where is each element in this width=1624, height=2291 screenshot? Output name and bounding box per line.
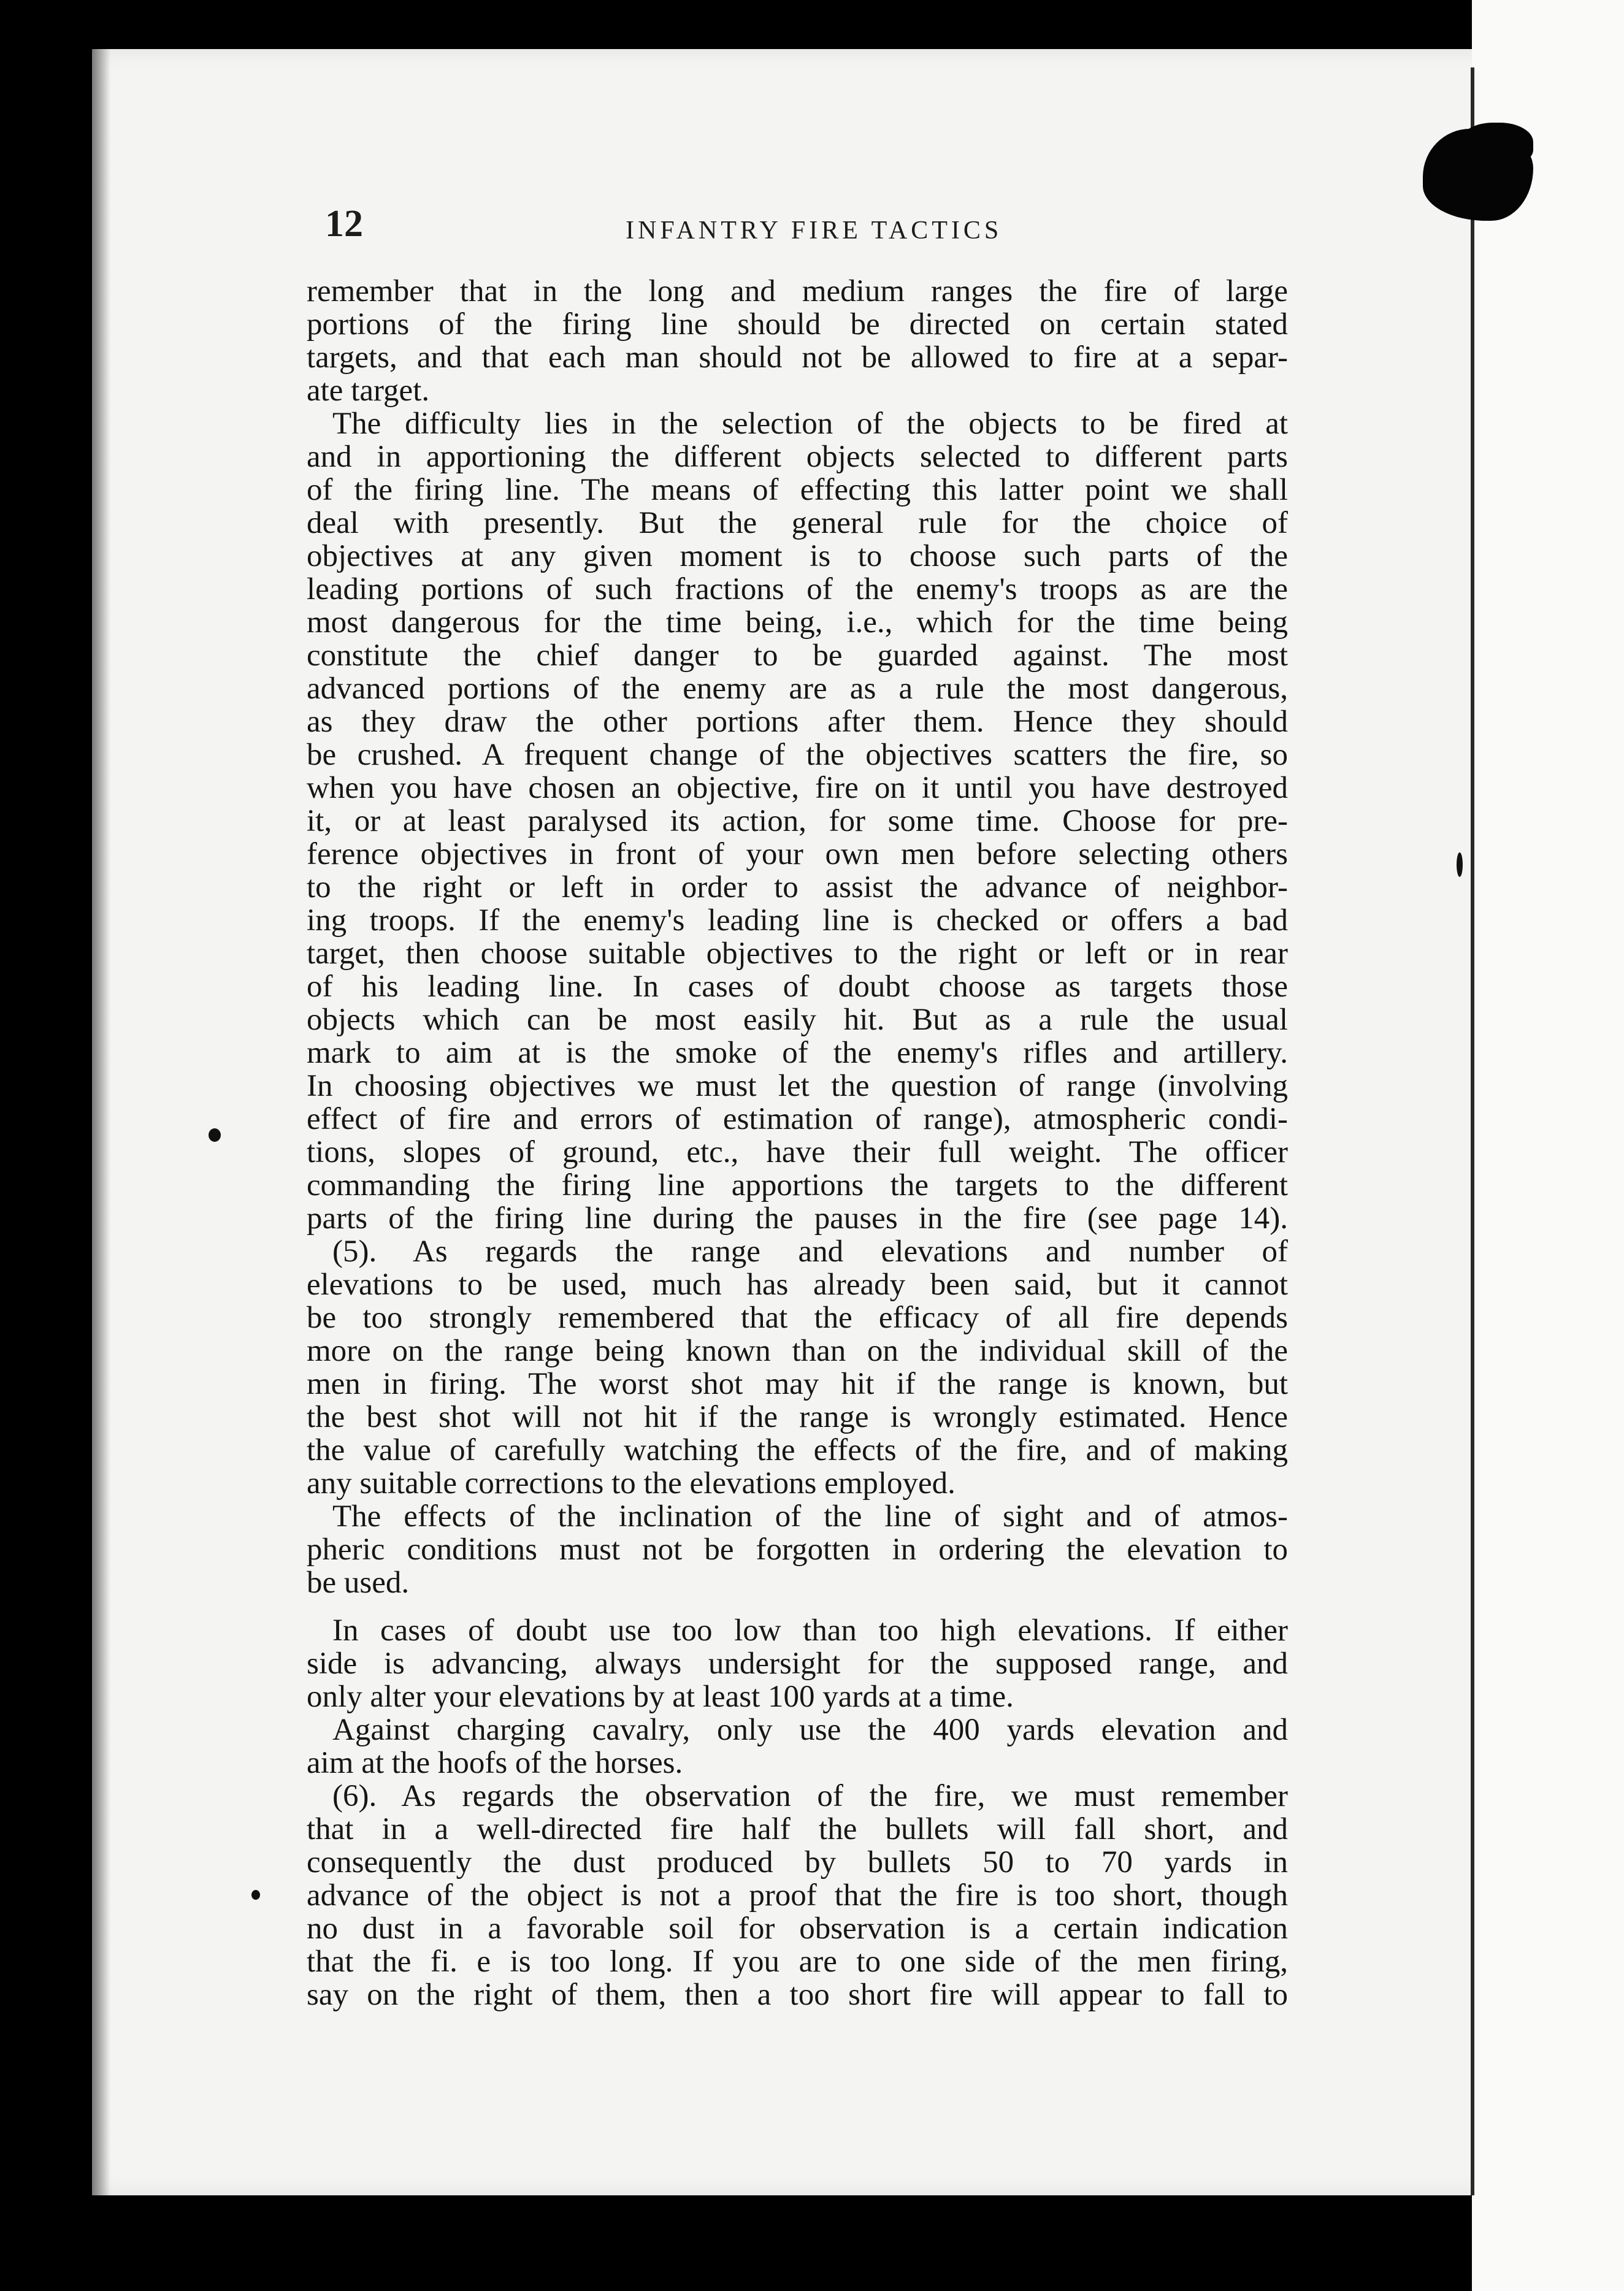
text-line: leading portions of such fractions of the enemy's troops as are the — [307, 573, 1288, 606]
text-line: commanding the firing line apportions the targets to the different — [307, 1169, 1288, 1202]
text-line: say on the right of them, then a too short fire will appear to fall to — [307, 1978, 1288, 2011]
margin-speck — [209, 1128, 221, 1142]
margin-speck — [1457, 852, 1463, 877]
text-line: the value of carefully watching the effects of the fire, and of making — [307, 1434, 1288, 1467]
text-line: portions of the firing line should be directed on certain stated — [307, 308, 1288, 341]
text-line: most dangerous for the time being, i.e., which for the time being — [307, 606, 1288, 639]
text-line: be crushed. A frequent change of the objectives scatters the fire, so — [307, 738, 1288, 771]
text-line: consequently the dust produced by bullets 50 to 70 yards in — [307, 1846, 1288, 1879]
text-line: and in apportioning the different objects selected to different parts — [307, 440, 1288, 473]
page-left-edge-shadow — [92, 49, 110, 2195]
text-line: to the right or left in order to assist the advance of neighbor- — [307, 871, 1288, 904]
text-line: ing troops. If the enemy's leading line is checked or offers a bad — [307, 904, 1288, 937]
text-line: aim at the hoofs of the horses. — [307, 1746, 683, 1780]
text-line: as they draw the other portions after them. Hence they should — [307, 705, 1288, 738]
text-line: side is advancing, always undersight for the supposed range, and — [307, 1647, 1288, 1680]
text-line: tions, slopes of ground, etc., have their full weight. The officer — [307, 1136, 1288, 1169]
text-line: effect of fire and errors of estimation of range), atmospheric condi- — [307, 1103, 1288, 1136]
margin-speck — [251, 1890, 260, 1900]
page-fold-line — [1471, 67, 1474, 2195]
text-line: parts of the firing line during the pauses in the fire (see page 14). — [307, 1202, 1288, 1235]
text-line: constitute the chief danger to be guarded against. The most — [307, 639, 1288, 672]
text-line: objects which can be most easily hit. But as a rule the usual — [307, 1003, 1288, 1036]
text-line: In choosing objectives we must let the question of range (involving — [307, 1069, 1288, 1103]
text-line: The difficulty lies in the selection of the objects to be fired at — [332, 407, 1288, 440]
text-line: targets, and that each man should not be allowed to fire at a separ- — [307, 341, 1288, 374]
text-line: of the firing line. The means of effecting this latter point we shall — [307, 473, 1288, 507]
text-line: In cases of doubt use too low than too high elevations. If either — [332, 1614, 1288, 1647]
text-line: any suitable corrections to the elevations employed. — [307, 1467, 956, 1500]
text-line: it, or at least paralysed its action, for some time. Choose for pre- — [307, 805, 1288, 838]
text-line: elevations to be used, much has already been said, but it cannot — [307, 1268, 1288, 1301]
body-text — [307, 275, 1288, 2011]
text-line: ate target. — [307, 374, 430, 407]
text-line: deal with presently. But the general rule for the choice of — [307, 507, 1288, 540]
text-line: when you have chosen an objective, fire on it until you have destroyed — [307, 771, 1288, 805]
text-line: The effects of the inclination of the line of sight and of atmos- — [332, 1500, 1288, 1533]
paragraph-gap — [307, 1599, 1288, 1614]
text-line: that the fi. e is too long. If you are to one side of the men firing, — [307, 1945, 1288, 1978]
text-line: (6). As regards the observation of the fire, we must remember — [332, 1780, 1288, 1813]
page-header — [325, 202, 1319, 276]
text-line: ference objectives in front of your own men before selecting others — [307, 838, 1288, 871]
text-line: (5). As regards the range and elevations and number of — [332, 1235, 1288, 1268]
text-line: no dust in a favorable soil for observation is a certain indication — [307, 1912, 1288, 1945]
text-line: target, then choose suitable objectives to the right or left or in rear — [307, 937, 1288, 970]
text-line: advance of the object is not a proof that the fire is too short, though — [307, 1879, 1288, 1912]
page-number: 12 — [325, 203, 363, 245]
adjacent-page-strip — [1472, 0, 1624, 2291]
text-line: objectives at any given moment is to choose such parts of the — [307, 540, 1288, 573]
text-line: of his leading line. In cases of doubt choose as targets those — [307, 970, 1288, 1003]
text-line: pheric conditions must not be forgotten in ordering the elevation to — [307, 1533, 1288, 1566]
text-line: only alter your elevations by at least 100 yards at a time. — [307, 1680, 1014, 1713]
running-title: INFANTRY FIRE TACTICS — [626, 216, 1003, 245]
text-line: be too strongly remembered that the efficacy of all fire depends — [307, 1301, 1288, 1334]
text-line: the best shot will not hit if the range is wrongly estimated. Hence — [307, 1401, 1288, 1434]
text-line: mark to aim at is the smoke of the enemy's rifles and artillery. — [307, 1036, 1288, 1069]
text-line: Against charging cavalry, only use the 400 yards elevation and — [332, 1713, 1288, 1746]
scan-bottom-margin — [0, 2195, 1472, 2291]
text-line: more on the range being known than on the individual skill of the — [307, 1334, 1288, 1367]
text-line: advanced portions of the enemy are as a rule the most dangerous, — [307, 672, 1288, 705]
text-line: be used. — [307, 1566, 410, 1599]
text-line: that in a well-directed fire half the bullets will fall short, and — [307, 1813, 1288, 1846]
text-line: remember that in the long and medium ranges the fire of large — [307, 275, 1288, 308]
text-line: men in firing. The worst shot may hit if the range is known, but — [307, 1367, 1288, 1401]
